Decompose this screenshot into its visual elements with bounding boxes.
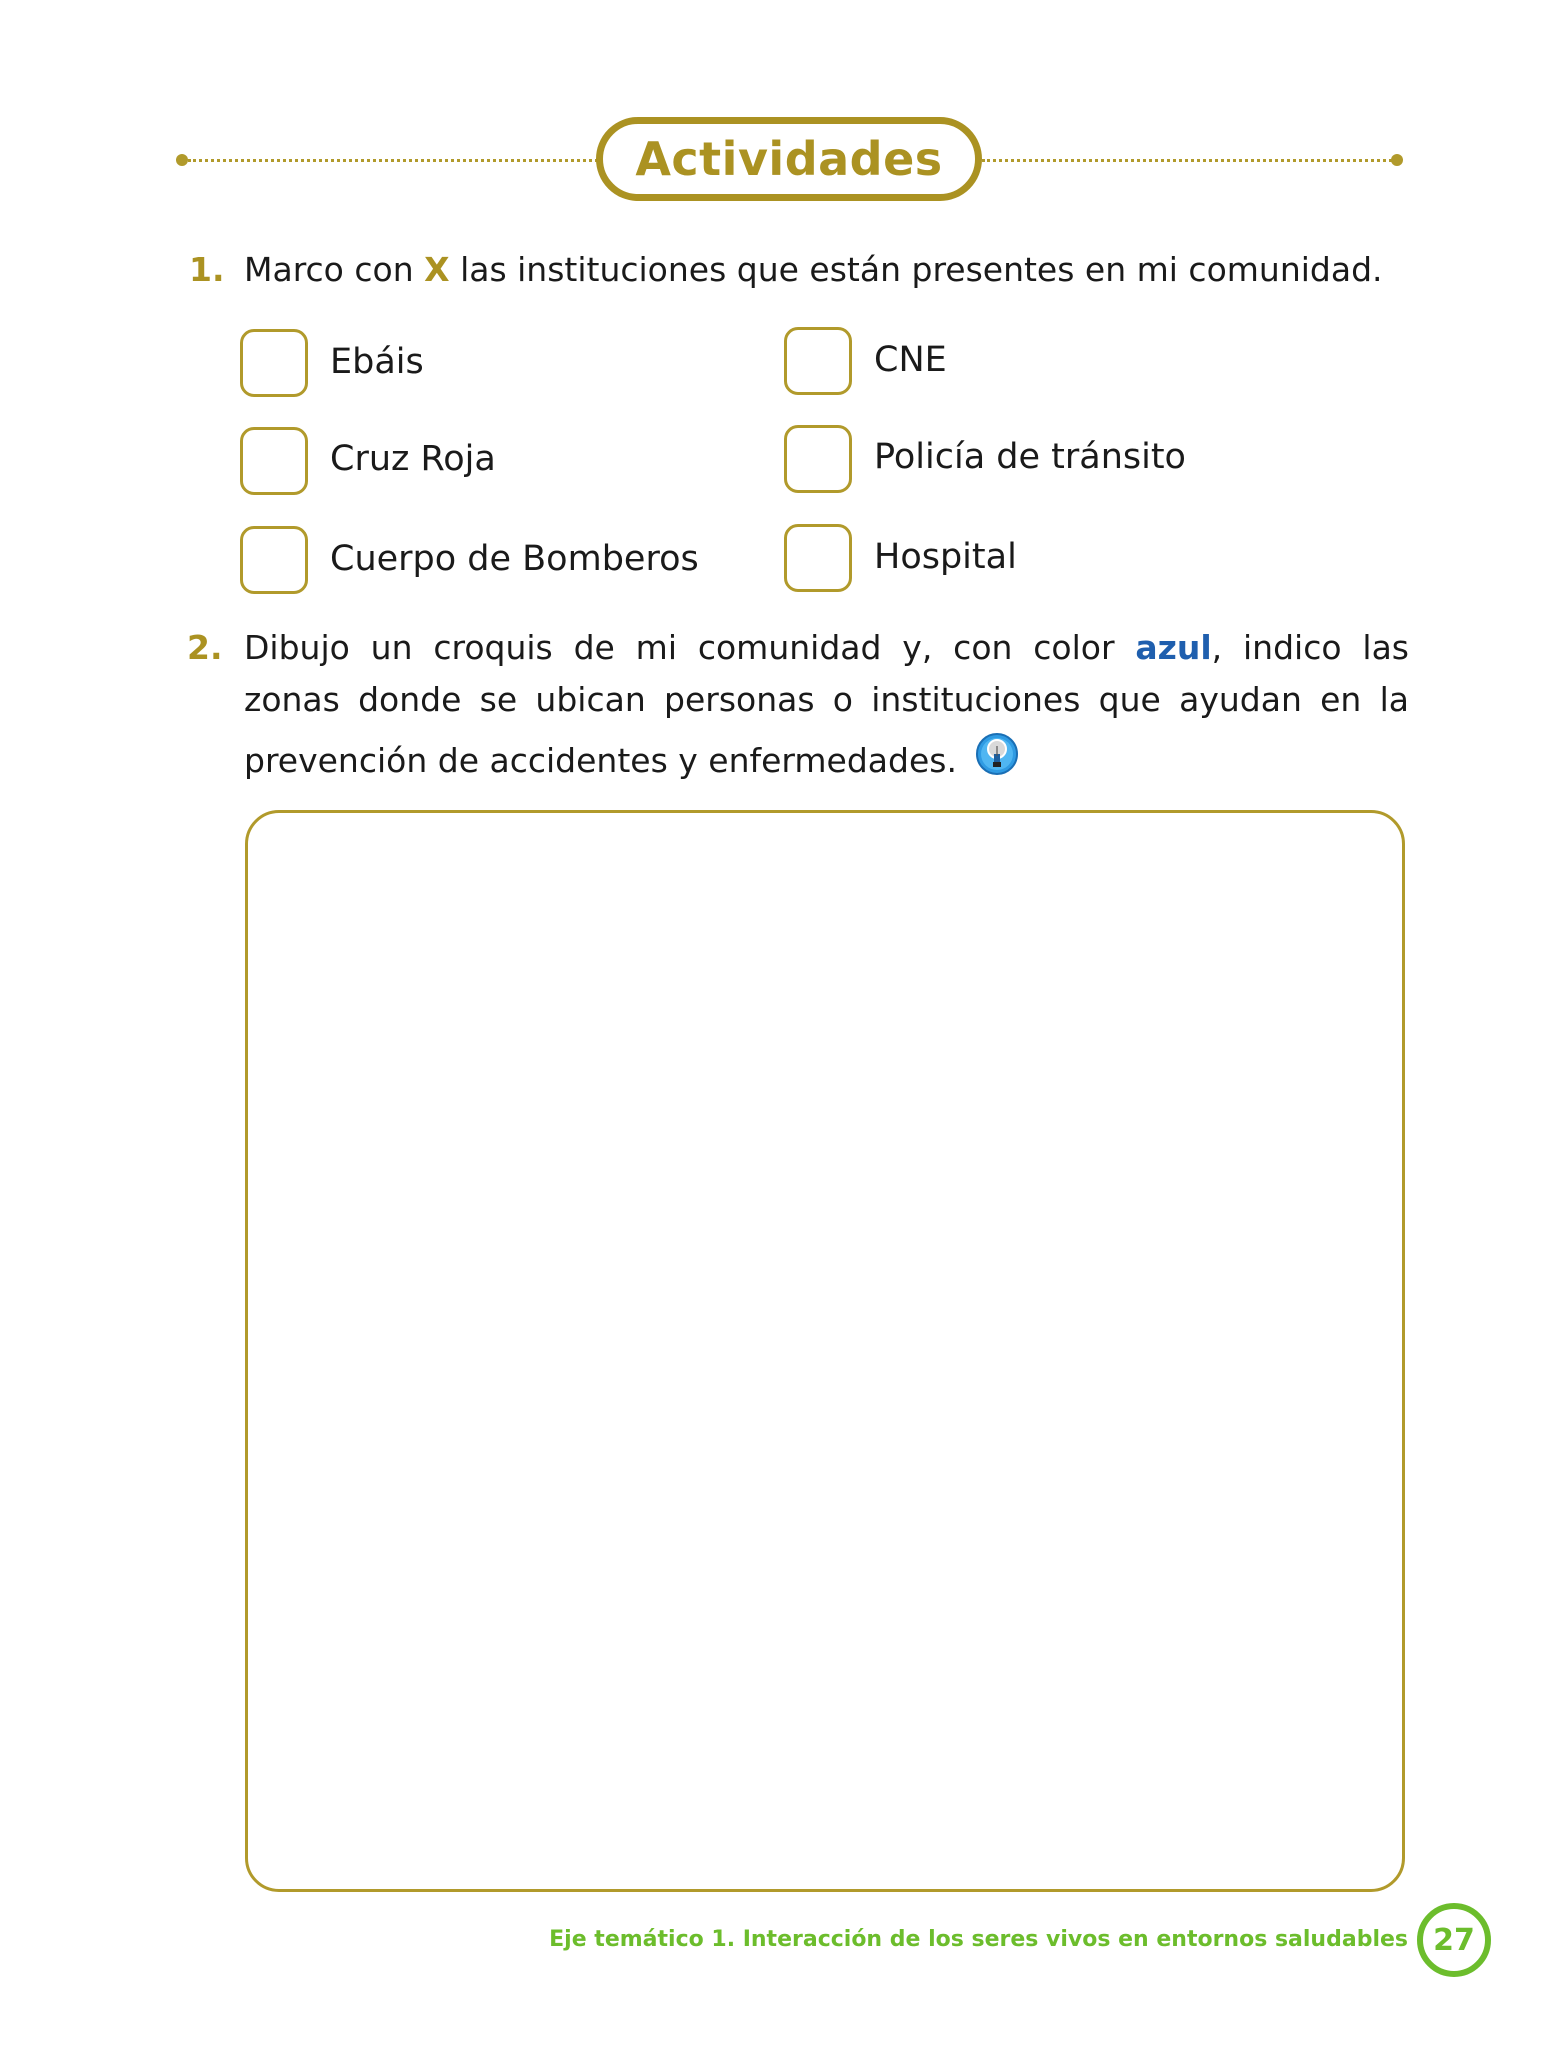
instruction-x-mark: X [424, 250, 450, 289]
checkbox-policia-de-transito[interactable] [784, 425, 852, 493]
activity-2-line-3 [244, 732, 1409, 780]
option-label-hospital: Hospital [874, 537, 1017, 577]
activity-2-text-end: , indico las [1211, 628, 1409, 667]
option-label-policia-de-transito: Policía de tránsito [874, 437, 1186, 477]
footer-thematic-axis: Eje temático 1. Interacción de los seres vivos en entornos saludables [549, 1927, 1408, 1952]
header-right-dot [1391, 154, 1403, 166]
checkbox-hospital[interactable] [784, 524, 852, 592]
checkbox-ebais[interactable] [240, 329, 308, 397]
activity-1-number: 1. [189, 250, 225, 289]
option-label-cruz-roja: Cruz Roja [330, 439, 496, 479]
checkbox-cruz-roja[interactable] [240, 427, 308, 495]
header-left-dot [176, 154, 188, 166]
activity-2-line-2 [244, 680, 1409, 719]
section-header-pill [596, 117, 982, 201]
activity-1-instruction [244, 250, 1383, 289]
lightbulb-icon [975, 732, 1019, 776]
activity-2-line-3-text: prevención de accidentes y enfermedades. [244, 741, 957, 780]
sketch-drawing-area[interactable] [245, 810, 1405, 1892]
page-number: 27 [1433, 1922, 1475, 1958]
activity-2-line-2-text: zonas donde se ubican personas o instituciones que ayudan en la [244, 680, 1409, 719]
activity-2-text-start: Dibujo un croquis de mi comunidad y, con color [244, 628, 1115, 667]
checkbox-cne[interactable] [784, 327, 852, 395]
checkbox-cuerpo-de-bomberos[interactable] [240, 526, 308, 594]
activity-2-line-1 [244, 628, 1409, 667]
color-word-azul: azul [1135, 628, 1212, 667]
page-number-badge [1417, 1903, 1491, 1977]
option-label-cuerpo-de-bomberos: Cuerpo de Bomberos [330, 539, 699, 579]
activity-2-number: 2. [187, 628, 223, 667]
section-title: Actividades [635, 132, 943, 186]
header-left-divider [188, 159, 598, 162]
header-right-divider [982, 159, 1392, 162]
instruction-text-start: Marco con [244, 250, 414, 289]
option-label-cne: CNE [874, 340, 947, 380]
instruction-text-end: las instituciones que están presentes en mi comunidad. [460, 250, 1383, 289]
option-label-ebais: Ebáis [330, 342, 424, 382]
